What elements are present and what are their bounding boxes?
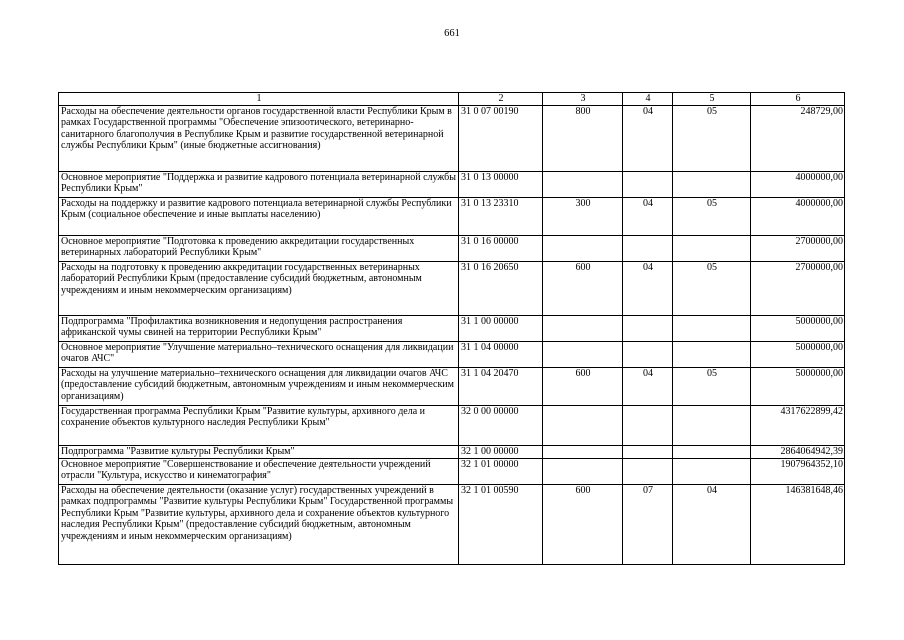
page-number: 661 xyxy=(444,28,460,39)
table-row xyxy=(59,368,845,406)
row-name: Основное мероприятие "Улучшение материально–технического оснащения для ликвидации очагов АЧС" xyxy=(59,342,459,368)
row-col4 xyxy=(623,342,673,368)
budget-table-body xyxy=(59,93,845,565)
table-header-row xyxy=(59,93,845,106)
row-col5: 05 xyxy=(673,198,751,236)
row-col5: 05 xyxy=(673,106,751,172)
row-col3: 300 xyxy=(543,198,623,236)
row-amount: 4000000,00 xyxy=(751,198,845,236)
row-col5: 05 xyxy=(673,368,751,406)
table-row xyxy=(59,262,845,316)
row-amount: 4000000,00 xyxy=(751,172,845,198)
row-col3: 600 xyxy=(543,262,623,316)
row-col4: 07 xyxy=(623,485,673,565)
row-col4 xyxy=(623,236,673,262)
row-code: 31 0 13 00000 xyxy=(459,172,543,198)
column-header: 4 xyxy=(623,93,673,106)
row-amount: 2700000,00 xyxy=(751,262,845,316)
row-name: Расходы на обеспечение деятельности органов государственной власти Республики Крым в рамках Государственной программы "Обеспечение эпизоотического, ветеринарно-санитарного благополучия в Республике Крым и развитие государственной ветеринарной службы Республики Крым" (иные бюджетные ассигнования) xyxy=(59,106,459,172)
row-col5: 05 xyxy=(673,262,751,316)
row-col5 xyxy=(673,172,751,198)
row-name: Основное мероприятие "Поддержка и развитие кадрового потенциала ветеринарной службы Республики Крым" xyxy=(59,172,459,198)
row-col3 xyxy=(543,316,623,342)
row-col4 xyxy=(623,459,673,485)
row-col4 xyxy=(623,446,673,459)
row-col3 xyxy=(543,172,623,198)
table-row xyxy=(59,446,845,459)
row-name: Основное мероприятие "Совершенствование и обеспечение деятельности учреждений отрасли "Культура, искусство и кинематография" xyxy=(59,459,459,485)
row-amount: 5000000,00 xyxy=(751,342,845,368)
row-code: 31 1 04 20470 xyxy=(459,368,543,406)
budget-table xyxy=(58,92,845,565)
column-header: 6 xyxy=(751,93,845,106)
row-amount: 5000000,00 xyxy=(751,368,845,406)
column-header: 3 xyxy=(543,93,623,106)
column-header: 5 xyxy=(673,93,751,106)
row-col3 xyxy=(543,342,623,368)
column-header: 1 xyxy=(59,93,459,106)
row-code: 31 0 13 23310 xyxy=(459,198,543,236)
row-name: Государственная программа Республики Крым "Развитие культуры, архивного дела и сохранение объектов культурного наследия Республики Крым" xyxy=(59,406,459,446)
row-col5 xyxy=(673,446,751,459)
row-col3 xyxy=(543,459,623,485)
row-col5 xyxy=(673,236,751,262)
row-col4 xyxy=(623,406,673,446)
row-col3 xyxy=(543,406,623,446)
table-row xyxy=(59,485,845,565)
row-col4 xyxy=(623,316,673,342)
column-header: 2 xyxy=(459,93,543,106)
row-col5 xyxy=(673,342,751,368)
row-code: 32 0 00 00000 xyxy=(459,406,543,446)
row-amount: 4317622899,42 xyxy=(751,406,845,446)
table-row xyxy=(59,106,845,172)
row-amount: 1907964352,10 xyxy=(751,459,845,485)
row-amount: 2700000,00 xyxy=(751,236,845,262)
row-amount: 146381648,46 xyxy=(751,485,845,565)
table-row xyxy=(59,316,845,342)
row-col4: 04 xyxy=(623,106,673,172)
row-col3 xyxy=(543,236,623,262)
row-col3: 600 xyxy=(543,485,623,565)
row-code: 32 1 01 00000 xyxy=(459,459,543,485)
row-col5 xyxy=(673,406,751,446)
row-code: 32 1 01 00590 xyxy=(459,485,543,565)
row-col5 xyxy=(673,316,751,342)
table-row xyxy=(59,198,845,236)
row-col4: 04 xyxy=(623,198,673,236)
row-code: 31 0 07 00190 xyxy=(459,106,543,172)
row-name: Расходы на обеспечение деятельности (оказание услуг) государственных учреждений в рамках подпрограммы "Развитие культуры Республики Крым" Государственной программы Республики Крым "Развитие культуры, архивного дела и сохранение объектов культурного наследия Республики Крым" (предоставление субсидий бюджетным, автономным учреждениям и иным некоммерческим организациям) xyxy=(59,485,459,565)
row-name: Расходы на улучшение материально–технического оснащения для ликвидации очагов АЧС (предоставление субсидий бюджетным, автономным учреждениям и иным некоммерческим организациям) xyxy=(59,368,459,406)
row-code: 31 1 00 00000 xyxy=(459,316,543,342)
row-col5 xyxy=(673,459,751,485)
row-amount: 2864064942,39 xyxy=(751,446,845,459)
row-name: Подпрограмма "Профилактика возникновения и недопущения распространения африканской чумы свиней на территории Республики Крым" xyxy=(59,316,459,342)
table-row xyxy=(59,406,845,446)
table-row xyxy=(59,459,845,485)
row-amount: 248729,00 xyxy=(751,106,845,172)
row-name: Подпрограмма "Развитие культуры Республики Крым" xyxy=(59,446,459,459)
row-name: Расходы на подготовку к проведению аккредитации государственных ветеринарных лабораторий Республики Крым (предоставление субсидий бюджетным, автономным учреждениям и иным некоммерческим организациям) xyxy=(59,262,459,316)
row-col3 xyxy=(543,446,623,459)
row-code: 31 0 16 00000 xyxy=(459,236,543,262)
row-col4 xyxy=(623,172,673,198)
row-col4: 04 xyxy=(623,262,673,316)
row-code: 32 1 00 00000 xyxy=(459,446,543,459)
row-amount: 5000000,00 xyxy=(751,316,845,342)
row-name: Основное мероприятие "Подготовка к проведению аккредитации государственных ветеринарных лабораторий Республики Крым" xyxy=(59,236,459,262)
table-row xyxy=(59,172,845,198)
row-col3: 600 xyxy=(543,368,623,406)
table-row xyxy=(59,342,845,368)
row-col5: 04 xyxy=(673,485,751,565)
row-code: 31 0 16 20650 xyxy=(459,262,543,316)
row-col3: 800 xyxy=(543,106,623,172)
row-col4: 04 xyxy=(623,368,673,406)
row-name: Расходы на поддержку и развитие кадрового потенциала ветеринарной службы Республики Крым (социальное обеспечение и иные выплаты населению) xyxy=(59,198,459,236)
table-row xyxy=(59,236,845,262)
row-code: 31 1 04 00000 xyxy=(459,342,543,368)
